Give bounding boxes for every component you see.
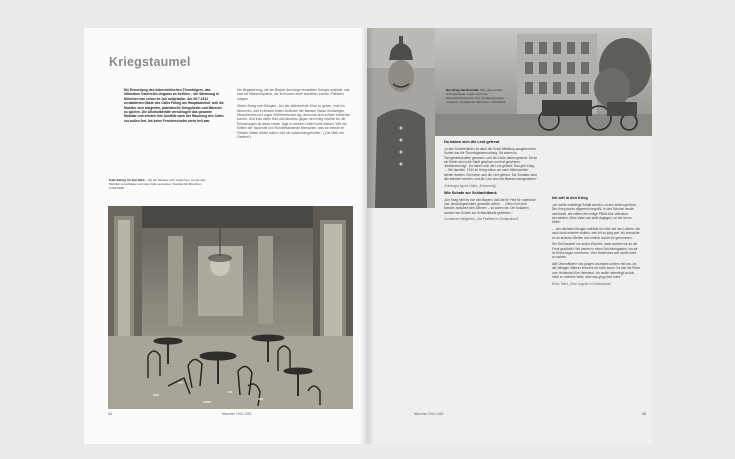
- right-page: [367, 28, 652, 444]
- soldier-illustration: [367, 28, 435, 208]
- caption-text: Wie viele andere Schulgebäude wurde auch die Wittelsbacherschule zum Soldatenquartier ‚Lazarett‘. Stadtarchiv München C1914/001: [446, 88, 506, 104]
- page-footer: München 1914-1918: [222, 412, 252, 416]
- caption-title: Der Krieg hat Priorität:: [446, 88, 480, 92]
- body-paragraph: Der Drill dauerte nur sechs Wochen, dann wurden wir an die Front geschickt. Wir kamen in einen Schützengraben, wo wir im Dreck lagen und froren. Vom Heldentum war nichts mehr zu spüren.: [552, 242, 638, 260]
- caption-text: – Als die Musiker sich weigerten, wurde das Mobiliar zerschlagen und das Cafe verwüstet. Stadtarchiv München C1914/002: [109, 178, 206, 190]
- body-paragraph: „Am Krieg hielt es von den Bayern, daß sie ihr Feld für ‚vaterland‘ und ‚deutschgesinnten‘ gewesen wären … ‚Gleich mit dem Messer zwischen den Zähnen‘ – so waren sie. Die Soldaten wurden wie Schafe zur Schlachtbank getrieben.“: [444, 197, 537, 215]
- body-paragraph: Stefan Zweig zum Beispiel: „Um der Wahrheit die Ehre zu geben, muß ich bekennen, daß in diesem ersten Aufbruch der Massen etwas Großartiges, Hinreißendes und sogar Verführerisches lag, dem man sich schwer entziehen konnte. Und trotz allem Haß und Abscheu gegen den Krieg möchte ich die Erinnerungen an diese ersten Tage in meinem Leben nicht missen. Wie nie fühlten die Tausende und Hunderttausende Menschen, was sie besser im Frieden hätten fühlen sollen: daß sie zusammengehörten.“ („Die Welt von Gestern“): [237, 104, 351, 140]
- page-number: 15: [642, 412, 646, 416]
- section-heading: Ich will in den Krieg: [552, 196, 588, 200]
- source-credit: Zeitzeugin Agnes Hofer, „Erinnerung“: [444, 183, 497, 188]
- body-column: [237, 88, 353, 142]
- page-footer: München 1914-1918: [414, 412, 444, 416]
- photo-caption: [446, 88, 510, 104]
- section-heading: Wie Schafe zur Schlachtbank: [444, 190, 497, 195]
- body-paragraph: Alle Unteroffiziere und jungen Leutnants schrien mit uns. An die richtigen Männer erinnere ich mich kaum. Es war die Rede vom Heldentod fürs Vaterland. Ich wollte unbedingt zurück, heim zu meinem Vater, aber das ging nicht mehr.“: [552, 262, 640, 279]
- soldier-portrait-photo: [367, 28, 435, 208]
- body-paragraph: „In den Sommerferien ist dann der Erste Weltkrieg ausgebrochen. Vorher war die Thronfolgerermordung. Da waren so Tanzgesellschaften gewesen, und die Leute haben getanzt. Da ist ein Reiter durch die Stadt gefahren und hat geschrien: ‚Mobilmachung!‘. Da haben sich die Leut gefreut. Das gibt Krieg. … Wir dachten, 1914 im Krieg wären wir nach Weihnachten wieder daheim. Da haben sich die Leut gefreut. Die Soldaten sind alle beirdiert worden, und die Leut sind mit Blumen nachgelaufen.“: [444, 147, 538, 182]
- body-paragraph: … Am nächsten Morgen meldete ich mich bei den Leibern, die mich nicht nehmen wollten, weil ich zu jung war. Ich versuchte es an anderen Stellen und endlich wurde ich genommen.: [552, 226, 640, 240]
- page-title: Kriegstaumel: [109, 55, 191, 69]
- source-credit: Ernst Toller, „Eine Jugend in Deutschland“: [552, 281, 612, 286]
- body-paragraph: Die Begeisterung, die der Beginn des lange erwarteten Krieges auslöste, war eine Art Massenhysterie, der sich kaum einer entziehen konnte. Patrioten erlagen.: [237, 88, 350, 101]
- left-page: [84, 28, 367, 444]
- right-column-2: [552, 196, 640, 289]
- book-gutter-shadow: [360, 28, 374, 444]
- body-paragraph: „Ich wollte unbedingt Soldat werden, zu den ersten gehören. Der Krieg wurde allgemein begrüßt, in den Schulen wurde verkündet, alle hätten die heilige Pflicht fürs Vaterland einzutreten. Mein Vater war strikt dagegen, so wie ich es fühlte.: [552, 203, 638, 225]
- section-heading: Da haben sich die Leut gefreut: [444, 140, 500, 144]
- cafe-interior-photo: [108, 206, 353, 409]
- page-number: 14: [108, 412, 112, 416]
- right-column-1: [444, 140, 538, 224]
- photo-caption: [109, 178, 209, 190]
- cafe-interior-illustration: [108, 206, 353, 409]
- intro-text: Die Ermordung des österreichischen Thronfolgers, das Ultimatum Österreich-Ungarns an Serbien – die Stimmung in München war schon im Juli aufgeladen. Am 26.7.1914 zerdalderten Gäste des Cafés Fahrig am Hauptbahnhof, weil die Musiker sich weigerten, patriotische Kriegslieder und Märsche zu spielen. Die Alkoholbeträte verschlugen das gesamte Mobiliar und setzten ihre Ausfälle nach der Räumung des Cafés vor außen fort, bis keine Fensterscheibe mehr heil war.: [124, 88, 224, 123]
- source-credit: Constance Hallgarten, „Als Pazifistin in Deutschland“: [444, 217, 519, 222]
- caption-title: Café Fahrig im Juli 1914: [109, 178, 145, 182]
- magazine-spread: [84, 28, 652, 444]
